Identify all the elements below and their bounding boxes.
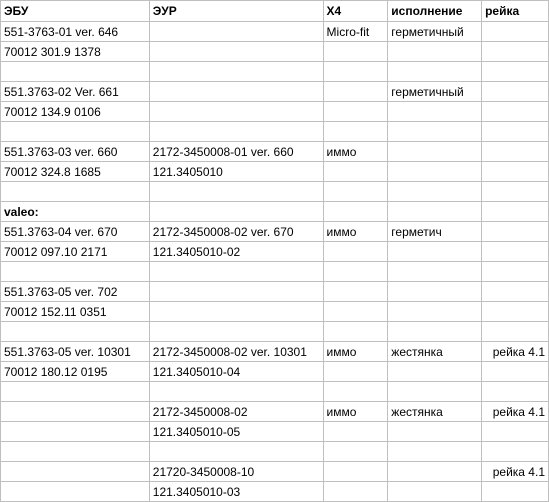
cell-ispolnenie[interactable] [388,422,482,442]
cell-ispolnenie[interactable] [388,462,482,482]
cell-ispolnenie[interactable]: жестянка [388,342,482,362]
cell-ispolnenie[interactable] [388,42,482,62]
header-cell-ebu[interactable]: ЭБУ [1,1,150,22]
cell-x4[interactable] [323,82,388,102]
cell-ebu[interactable] [1,442,150,462]
cell-x4[interactable] [323,122,388,142]
header-cell-x4[interactable]: Х4 [323,1,388,22]
cell-eur[interactable]: 121.3405010-02 [149,242,323,262]
cell-reika[interactable] [482,202,549,222]
cell-reika[interactable] [482,282,549,302]
cell-x4[interactable] [323,202,388,222]
cell-ispolnenie[interactable] [388,322,482,342]
table-row [1,122,549,142]
cell-x4[interactable] [323,462,388,482]
cell-ebu[interactable] [1,482,150,502]
cell-ebu[interactable]: 70012 324.8 1685 [1,162,150,182]
cell-x4[interactable] [323,162,388,182]
cell-reika[interactable]: рейка 4.1 [482,342,549,362]
cell-eur[interactable]: 2172-3450008-01 ver. 660 [149,142,323,162]
cell-ispolnenie[interactable]: жестянка [388,402,482,422]
cell-x4[interactable] [323,282,388,302]
table-row [1,482,549,502]
cell-reika[interactable] [482,222,549,242]
cell-x4[interactable] [323,302,388,322]
cell-x4[interactable] [323,102,388,122]
cell-ispolnenie[interactable] [388,242,482,262]
cell-eur[interactable]: 121.3405010 [149,162,323,182]
cell-ispolnenie[interactable] [388,62,482,82]
cell-eur[interactable] [149,42,323,62]
cell-ebu[interactable]: 70012 152.11 0351 [1,302,150,322]
cell-eur[interactable]: 2172-3450008-02 ver. 10301 [149,342,323,362]
cell-ebu[interactable]: 70012 301.9 1378 [1,42,150,62]
table-row [1,262,549,282]
cell-reika[interactable] [482,122,549,142]
cell-reika[interactable] [482,102,549,122]
cell-reika[interactable] [482,162,549,182]
cell-eur[interactable] [149,182,323,202]
cell-reika[interactable] [482,182,549,202]
cell-reika[interactable]: рейка 4.1 [482,462,549,482]
table-row [1,102,549,122]
cell-reika[interactable] [482,62,549,82]
cell-x4[interactable] [323,262,388,282]
table-row [1,162,549,182]
cell-reika[interactable] [482,322,549,342]
cell-reika[interactable] [482,42,549,62]
cell-ispolnenie[interactable] [388,382,482,402]
table-row [1,402,549,422]
cell-eur[interactable] [149,322,323,342]
cell-ebu[interactable] [1,262,150,282]
header-cell-reika[interactable]: рейка [482,1,549,22]
cell-x4[interactable] [323,382,388,402]
table-row [1,42,549,62]
cell-eur[interactable] [149,122,323,142]
cell-x4[interactable]: иммо [323,222,388,242]
cell-ispolnenie[interactable] [388,202,482,222]
table-row [1,222,549,242]
cell-reika[interactable] [482,142,549,162]
table-row [1,282,549,302]
cell-ebu[interactable]: 70012 180.12 0195 [1,362,150,382]
cell-ebu[interactable]: valeo: [1,202,150,222]
cell-ispolnenie[interactable] [388,442,482,462]
cell-ebu[interactable]: 70012 097.10 2171 [1,242,150,262]
cell-eur[interactable] [149,62,323,82]
cell-ebu[interactable] [1,122,150,142]
cell-reika[interactable] [482,242,549,262]
cell-reika[interactable] [482,482,549,502]
table-row [1,422,549,442]
cell-ispolnenie[interactable] [388,122,482,142]
cell-ebu[interactable] [1,382,150,402]
cell-ispolnenie[interactable] [388,182,482,202]
cell-ebu[interactable] [1,462,150,482]
cell-eur[interactable]: 121.3405010-03 [149,482,323,502]
header-cell-eur[interactable]: ЭУР [149,1,323,22]
cell-x4[interactable] [323,362,388,382]
cell-x4[interactable]: иммо [323,142,388,162]
cell-eur[interactable] [149,22,323,42]
cell-x4[interactable] [323,442,388,462]
cell-ebu[interactable]: 551.3763-03 ver. 660 [1,142,150,162]
table-row [1,302,549,322]
table-row [1,62,549,82]
table-row [1,322,549,342]
table-row [1,22,549,42]
cell-ispolnenie[interactable] [388,482,482,502]
cell-x4[interactable] [323,42,388,62]
cell-x4[interactable] [323,322,388,342]
table-row [1,202,549,222]
cell-ebu[interactable]: 551-3763-01 ver. 646 [1,22,150,42]
cell-x4[interactable] [323,422,388,442]
cell-ebu[interactable] [1,62,150,82]
table-row [1,82,549,102]
cell-ispolnenie[interactable] [388,362,482,382]
table-row [1,182,549,202]
cell-ispolnenie[interactable] [388,142,482,162]
cell-ebu[interactable]: 551.3763-05 ver. 702 [1,282,150,302]
header-row [1,1,549,22]
cell-ebu[interactable] [1,182,150,202]
cell-ebu[interactable] [1,402,150,422]
cell-ispolnenie[interactable]: герметичный [388,22,482,42]
cell-reika[interactable] [482,22,549,42]
cell-reika[interactable] [482,382,549,402]
cell-x4[interactable] [323,242,388,262]
table-row [1,362,549,382]
cell-eur[interactable]: 2172-3450008-02 [149,402,323,422]
table-row [1,242,549,262]
cell-ebu[interactable]: 551.3763-02 Ver. 661 [1,82,150,102]
cell-ispolnenie[interactable] [388,162,482,182]
cell-eur[interactable] [149,202,323,222]
table-row [1,462,549,482]
cell-ebu[interactable] [1,422,150,442]
cell-ispolnenie[interactable] [388,302,482,322]
cell-x4[interactable] [323,62,388,82]
cell-eur[interactable] [149,442,323,462]
header-cell-ispolnenie[interactable]: исполнение [388,1,482,22]
cell-eur[interactable] [149,382,323,402]
cell-eur[interactable]: 21720-3450008-10 [149,462,323,482]
cell-eur[interactable]: 121.3405010-05 [149,422,323,442]
cell-reika[interactable] [482,82,549,102]
cell-ispolnenie[interactable]: герметич [388,222,482,242]
cell-x4[interactable]: Micro-fit [323,22,388,42]
cell-reika[interactable] [482,442,549,462]
cell-reika[interactable] [482,262,549,282]
cell-ebu[interactable] [1,322,150,342]
cell-ispolnenie[interactable] [388,262,482,282]
cell-eur[interactable] [149,82,323,102]
cell-reika[interactable] [482,362,549,382]
cell-ispolnenie[interactable]: герметичный [388,82,482,102]
cell-x4[interactable]: иммо [323,402,388,422]
cell-reika[interactable] [482,302,549,322]
table-row [1,442,549,462]
cell-eur[interactable]: 2172-3450008-02 ver. 670 [149,222,323,242]
cell-reika[interactable]: рейка 4.1 [482,402,549,422]
cell-eur[interactable] [149,302,323,322]
cell-ebu[interactable]: 70012 134.9 0106 [1,102,150,122]
cell-x4[interactable]: иммо [323,342,388,362]
cell-reika[interactable] [482,422,549,442]
cell-eur[interactable] [149,262,323,282]
cell-eur[interactable]: 121.3405010-04 [149,362,323,382]
table-row [1,382,549,402]
cell-ispolnenie[interactable] [388,282,482,302]
cell-ebu[interactable]: 551.3763-05 ver. 10301 [1,342,150,362]
cell-eur[interactable] [149,102,323,122]
table-row [1,142,549,162]
cell-x4[interactable] [323,482,388,502]
cell-ebu[interactable]: 551.3763-04 ver. 670 [1,222,150,242]
cell-eur[interactable] [149,282,323,302]
cell-ispolnenie[interactable] [388,102,482,122]
cell-x4[interactable] [323,182,388,202]
table-row [1,342,549,362]
